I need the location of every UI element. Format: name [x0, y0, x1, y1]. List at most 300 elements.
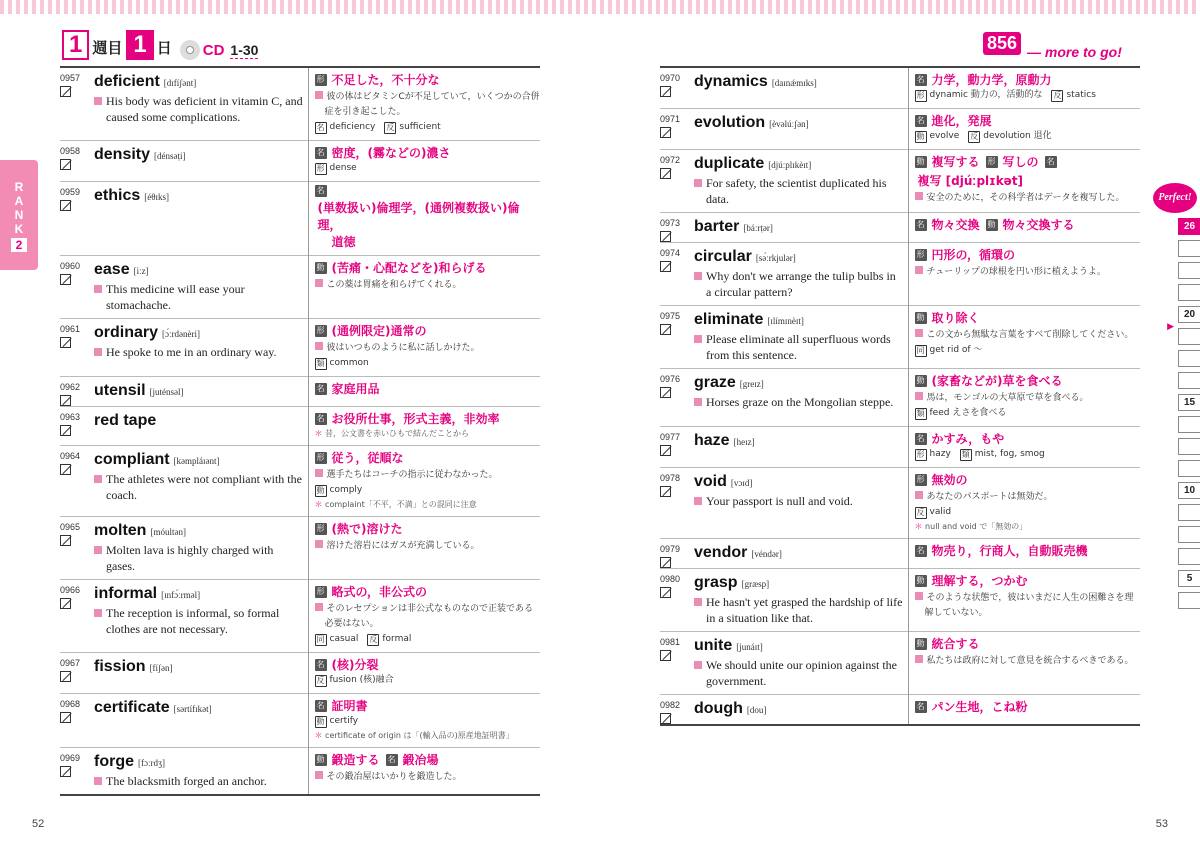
pos-tag: 名: [316, 147, 325, 157]
headword: informal: [94, 585, 158, 602]
bullet-icon: [94, 546, 102, 554]
entry-number-cell: [660, 243, 692, 306]
definition-row: [915, 246, 1141, 263]
definition-row: [915, 153, 1141, 189]
japanese-cell: [308, 517, 540, 580]
checkbox[interactable]: [60, 712, 71, 723]
note-asterisk: ＊: [314, 731, 326, 740]
entry-number: 0960: [60, 261, 81, 271]
checkbox[interactable]: [660, 650, 671, 661]
japanese-cell: [908, 695, 1140, 726]
pronunciation: [junáɪt]: [736, 642, 763, 652]
entry-number: 0982: [660, 700, 681, 710]
usage-note: [915, 520, 1141, 533]
entry-number-cell: [660, 569, 692, 632]
english-cell: [692, 468, 908, 539]
definition: かすみ，もや: [931, 432, 1005, 446]
bullet-icon: [915, 192, 923, 200]
headword: barter: [694, 218, 740, 235]
entry-number-cell: [660, 468, 692, 539]
checkbox[interactable]: [660, 557, 671, 568]
english-cell: [692, 427, 908, 468]
example-sentence: [94, 773, 304, 789]
related-words: [315, 483, 541, 498]
entry-number-cell: [60, 182, 92, 256]
entry-number: 0980: [660, 574, 681, 584]
pronunciation: [véndər]: [751, 549, 782, 559]
related-word: sufficient: [399, 122, 441, 132]
definition-row: [315, 185, 541, 233]
note-text: complaint「不平，不満」との混同に注意: [325, 500, 477, 509]
entry-number-cell: [60, 580, 92, 653]
definition-row: [315, 449, 541, 466]
entry-number-cell: [660, 150, 692, 213]
headword: dynamics: [694, 73, 768, 90]
related-word: evolve: [929, 131, 960, 141]
checkbox[interactable]: [60, 395, 71, 406]
headword: duplicate: [694, 155, 765, 172]
entry-number-cell: [60, 407, 92, 446]
definition-row: [915, 572, 1141, 589]
japanese-example: [915, 490, 1141, 505]
example-text: Horses graze on the Mongolian steppe.: [706, 395, 894, 409]
example-text: Please eliminate all superfluous words from this sentence.: [706, 332, 891, 362]
pos-tag: 形: [316, 523, 325, 533]
headword: certificate: [94, 699, 170, 716]
related-words: [915, 343, 1141, 358]
japanese-cell: [908, 632, 1140, 695]
english-cell: [692, 109, 908, 150]
headword: ease: [94, 261, 130, 278]
definition: 力学，動力学，原動力: [931, 73, 1052, 87]
related-words: [315, 356, 541, 371]
pos-tag: 名: [916, 433, 925, 443]
entry-number-cell: [60, 653, 92, 694]
bullet-icon: [915, 392, 923, 400]
headword: void: [694, 473, 727, 490]
pos-tag: 名: [916, 545, 925, 555]
definition: 従う，従順な: [331, 451, 404, 465]
vocab-entry: [660, 369, 1140, 427]
pronunciation: [sərtífɪkət]: [173, 704, 212, 714]
headword: ordinary: [94, 324, 159, 341]
headword: vendor: [694, 544, 748, 561]
note-text: null and void で「無効の」: [925, 522, 1028, 531]
definition-row: [915, 309, 1141, 326]
bullet-icon: [315, 469, 323, 477]
bullet-icon: [94, 285, 102, 293]
example-sentence: [94, 93, 304, 125]
checkbox[interactable]: [660, 486, 671, 497]
headword: utensil: [94, 382, 146, 399]
vocab-entry: [60, 748, 540, 796]
definition: 鍛冶場: [402, 753, 439, 767]
progress-tab: [1178, 592, 1200, 609]
checkbox[interactable]: [660, 168, 671, 179]
progress-marker-icon: ▶: [1167, 322, 1174, 332]
bullet-icon: [315, 91, 323, 99]
example-text: His body was deficient in vitamin C, and caused some complications.: [106, 94, 303, 124]
definition-row: [315, 410, 541, 427]
vocab-entry: [660, 306, 1140, 369]
vocab-entry: [60, 407, 540, 446]
related-words: [315, 120, 541, 135]
headword: forge: [94, 753, 134, 770]
example-text: This medicine will ease your stomachache.: [106, 282, 245, 312]
pronunciation: [heɪz]: [733, 437, 755, 447]
relation-tag: 反: [369, 634, 378, 644]
checkbox[interactable]: [660, 387, 671, 398]
definition-row: [915, 430, 1141, 447]
pos-tag: 動: [916, 638, 925, 648]
checkbox[interactable]: [60, 425, 71, 436]
progress-tab: [1178, 328, 1200, 345]
entry-number-cell: [60, 694, 92, 748]
japanese-example-text: そのような状態で，彼はいまだに人生の困難さを理解していない。: [924, 593, 1134, 618]
bullet-icon: [94, 475, 102, 483]
japanese-example: [315, 468, 541, 483]
english-cell: [92, 580, 308, 653]
checkbox[interactable]: [60, 535, 71, 546]
vocab-entry: [660, 68, 1140, 109]
vocab-entry: [660, 243, 1140, 306]
pos-tag: 動: [316, 262, 325, 272]
english-cell: [692, 539, 908, 569]
english-cell: [92, 407, 308, 446]
pos-tag: 名: [316, 383, 325, 393]
pos-tag: 形: [316, 452, 325, 462]
definition-row: [915, 216, 1141, 233]
example-text: The reception is informal, so formal clothes are not necessary.: [106, 606, 280, 636]
bullet-icon: [315, 540, 323, 548]
pos-tag: 名: [316, 700, 325, 710]
headword: ethics: [94, 187, 141, 204]
pronunciation: [greɪz]: [739, 379, 764, 389]
progress-tab: [1178, 350, 1200, 367]
definition: 進化，発展: [931, 114, 992, 128]
english-cell: [92, 256, 308, 319]
japanese-example-text: その鍛冶屋はいかりを鍛造した。: [326, 772, 462, 782]
japanese-cell: [308, 68, 540, 141]
checkbox[interactable]: [660, 713, 671, 724]
definition-row: [315, 697, 541, 714]
pos-tag: 名: [316, 186, 325, 195]
checkbox[interactable]: [660, 127, 671, 138]
bullet-icon: [315, 771, 323, 779]
definition: 鍛造する: [331, 753, 380, 767]
related-word: statics: [1066, 90, 1096, 100]
relation-tag: 類: [961, 449, 970, 459]
entry-number: 0958: [60, 146, 81, 156]
japanese-example-text: 溶けた溶岩にはガスが充満している。: [326, 541, 480, 551]
japanese-cell: [308, 748, 540, 796]
checkbox[interactable]: [60, 337, 71, 348]
cd-indicator[interactable]: [180, 40, 259, 60]
japanese-cell: [308, 446, 540, 517]
pronunciation: [dénsəṭi]: [154, 151, 186, 161]
pos-tag: 名: [316, 659, 325, 669]
pronunciation: [juténsəl]: [149, 387, 184, 397]
vocab-entry: [660, 109, 1140, 150]
usage-note: [315, 729, 541, 742]
note-text: 昔，公文書を赤いひもで結んだことから: [325, 429, 470, 438]
checkbox[interactable]: [660, 445, 671, 456]
pos-tag: 名: [916, 74, 925, 84]
definition: (熱で)溶けた: [331, 522, 403, 536]
progress-tab: [1178, 416, 1200, 433]
checkbox[interactable]: [60, 671, 71, 682]
pos-tag: 動: [987, 219, 996, 229]
bullet-icon: [915, 266, 923, 274]
headword: circular: [694, 248, 752, 265]
entry-number: 0979: [660, 544, 681, 554]
japanese-example: [915, 328, 1141, 343]
related-words: [915, 129, 1141, 144]
example-sentence: [694, 175, 904, 207]
progress-tab: [1178, 262, 1200, 279]
definition: 取り除く: [931, 311, 980, 325]
japanese-cell: [908, 569, 1140, 632]
progress-tab: 5: [1178, 570, 1200, 587]
day-number: 1: [126, 30, 153, 60]
japanese-example-text: 彼はいつものように私に話しかけた。: [326, 343, 480, 353]
note-text: certificate of origin は「(輸入品の)原産地証明書」: [325, 731, 514, 740]
japanese-cell: [908, 150, 1140, 213]
english-cell: [692, 369, 908, 427]
japanese-cell: [908, 468, 1140, 539]
bullet-icon: [915, 329, 923, 337]
english-cell: [92, 377, 308, 407]
vocab-entry: [60, 319, 540, 377]
related-word: get rid of ～: [929, 345, 983, 355]
example-text: Molten lava is highly charged with gases.: [106, 543, 274, 573]
definition: 複写する: [931, 155, 980, 169]
related-words: [915, 406, 1141, 421]
pos-tag: 形: [987, 156, 996, 166]
related-words: [315, 161, 541, 176]
vocab-entry: [60, 68, 540, 141]
related-word: fusion (核)融合: [329, 675, 394, 685]
vocab-entry: [660, 632, 1140, 695]
checkbox[interactable]: [60, 200, 71, 211]
entry-number: 0965: [60, 522, 81, 532]
definition: (通例限定)通常の: [331, 324, 427, 338]
entry-number-cell: [660, 68, 692, 109]
rank-label: R A N K: [14, 180, 24, 236]
definition: 証明書: [331, 699, 368, 713]
vocab-table-right: [660, 68, 1140, 726]
english-cell: [692, 569, 908, 632]
pronunciation: [dɪfíʃənt]: [163, 78, 197, 88]
pronunciation: [kəmpláɪənt]: [173, 456, 220, 466]
checkbox[interactable]: [660, 324, 671, 335]
example-text: Your passport is null and void.: [706, 494, 853, 508]
week-label: 週目: [92, 39, 123, 57]
bullet-icon: [315, 603, 323, 611]
bullet-icon: [694, 272, 702, 280]
more-to-go-label: — more to go!: [1027, 44, 1122, 60]
english-cell: [92, 182, 308, 256]
usage-note: [315, 498, 541, 511]
definition-row: [315, 144, 541, 161]
perfect-badge: Perfect!: [1153, 183, 1197, 213]
usage-note: [315, 427, 541, 440]
japanese-example: [915, 654, 1141, 669]
japanese-cell: [908, 109, 1140, 150]
entry-number-cell: [60, 141, 92, 182]
definition-row: [915, 372, 1141, 389]
bullet-icon: [94, 97, 102, 105]
english-cell: [692, 150, 908, 213]
vocab-entry: [60, 141, 540, 182]
pos-tag: 動: [916, 575, 925, 585]
checkbox[interactable]: [60, 766, 71, 777]
pronunciation: [báːrṭər]: [743, 223, 773, 233]
japanese-example: [915, 191, 1141, 206]
checkbox[interactable]: [60, 464, 71, 475]
related-word: formal: [382, 634, 412, 644]
related-word: comply: [329, 485, 363, 495]
english-cell: [692, 68, 908, 109]
example-text: He hasn't yet grasped the hardship of life in a situation like that.: [706, 595, 903, 625]
definition: 複写 [djúːplɪkət]: [917, 174, 1024, 188]
note-asterisk: ＊: [314, 500, 326, 509]
bullet-icon: [694, 398, 702, 406]
vocab-entry: [660, 539, 1140, 569]
example-sentence: [94, 344, 304, 360]
pronunciation: [græsp]: [741, 579, 770, 589]
progress-tab: [1178, 548, 1200, 565]
relation-tag: 反: [386, 122, 395, 132]
headword: evolution: [694, 114, 766, 131]
definition-continued: 道徳: [331, 235, 356, 249]
entry-number-cell: [660, 539, 692, 569]
related-words: [915, 447, 1141, 462]
entry-number-cell: [660, 306, 692, 369]
definition: 物々交換する: [1002, 218, 1075, 232]
entry-number: 0961: [60, 324, 81, 334]
definition: 統合する: [931, 637, 980, 651]
pos-tag: 動: [916, 375, 925, 385]
related-word: hazy: [929, 449, 951, 459]
entry-number: 0981: [660, 637, 681, 647]
entry-number: 0957: [60, 73, 81, 83]
related-words: [315, 673, 541, 688]
relation-tag: 同: [316, 634, 325, 644]
relation-tag: 反: [970, 131, 979, 141]
japanese-example-text: あなたのパスポートは無効だ。: [926, 492, 1053, 502]
bullet-icon: [315, 279, 323, 287]
japanese-cell: [908, 243, 1140, 306]
english-cell: [92, 319, 308, 377]
progress-tab: 20: [1178, 306, 1200, 323]
example-text: Why don't we arrange the tulip bulbs in a circular pattern?: [706, 269, 896, 299]
headword: eliminate: [694, 311, 764, 328]
example-sentence: [694, 268, 904, 300]
checkbox[interactable]: [60, 159, 71, 170]
headword: deficient: [94, 73, 160, 90]
progress-tab: [1178, 504, 1200, 521]
pos-tag: 名: [1046, 156, 1055, 166]
definition-row: [915, 471, 1141, 488]
checkbox[interactable]: [60, 598, 71, 609]
definition: (単数扱い)倫理学，(通例複数扱い)倫理，: [317, 201, 520, 232]
entry-number: 0969: [60, 753, 81, 763]
definition: (家畜などが)草を食べる: [931, 374, 1063, 388]
related-words: [315, 714, 541, 729]
definition-row: [315, 520, 541, 537]
checkbox[interactable]: [660, 86, 671, 97]
example-text: For safety, the scientist duplicated his data.: [706, 176, 887, 206]
entry-number-cell: [660, 427, 692, 468]
relation-tag: 反: [316, 675, 325, 685]
related-word: deficiency: [329, 122, 376, 132]
japanese-example-text: この文から無駄な言葉をすべて削除してください。: [926, 330, 1134, 340]
entry-number: 0977: [660, 432, 681, 442]
japanese-cell: [908, 213, 1140, 243]
right-page: [600, 0, 1200, 847]
japanese-cell: [308, 694, 540, 748]
definition-row: [915, 635, 1141, 652]
checkbox[interactable]: [60, 274, 71, 285]
japanese-example-text: 馬は，モンゴルの大草原で草を食べる。: [926, 393, 1089, 403]
example-sentence: [694, 331, 904, 363]
entry-number: 0973: [660, 218, 681, 228]
pronunciation: [èvəlúːʃən]: [769, 119, 809, 129]
japanese-example-text: そのレセプションは非公式なものなので正装である必要はない。: [324, 604, 533, 629]
vocab-entry: [60, 446, 540, 517]
checkbox[interactable]: [660, 587, 671, 598]
headword: molten: [94, 522, 147, 539]
japanese-cell: [908, 427, 1140, 468]
vocab-entry: [60, 256, 540, 319]
headword: dough: [694, 700, 743, 717]
pos-tag: 動: [916, 156, 925, 166]
bullet-icon: [694, 598, 702, 606]
entry-number: 0966: [60, 585, 81, 595]
headword: red tape: [94, 412, 157, 429]
vocab-entry: [660, 468, 1140, 539]
checkbox[interactable]: [60, 86, 71, 97]
entry-number-cell: [60, 68, 92, 141]
entry-number: 0963: [60, 412, 81, 422]
progress-tab: 15: [1178, 394, 1200, 411]
definition-row: [915, 542, 1141, 559]
entry-number-cell: [60, 748, 92, 796]
progress-tab: [1178, 460, 1200, 477]
headword: graze: [694, 374, 736, 391]
english-cell: [92, 446, 308, 517]
japanese-cell: [308, 377, 540, 407]
japanese-example: [315, 90, 541, 120]
japanese-example-text: 私たちは政府に対して意見を統合するべきである。: [926, 656, 1134, 666]
entry-number: 0978: [660, 473, 681, 483]
english-cell: [692, 243, 908, 306]
page-number-left: 52: [32, 818, 45, 830]
definition: 理解する，つかむ: [931, 574, 1028, 588]
pos-tag: 形: [316, 325, 325, 335]
checkbox[interactable]: [660, 231, 671, 242]
checkbox[interactable]: [660, 261, 671, 272]
bullet-icon: [694, 661, 702, 669]
entry-number: 0976: [660, 374, 681, 384]
bullet-icon: [694, 497, 702, 505]
related-word: casual: [329, 634, 359, 644]
related-words: [315, 632, 541, 647]
english-cell: [692, 213, 908, 243]
english-cell: [692, 695, 908, 726]
day-label: 日: [156, 39, 172, 57]
